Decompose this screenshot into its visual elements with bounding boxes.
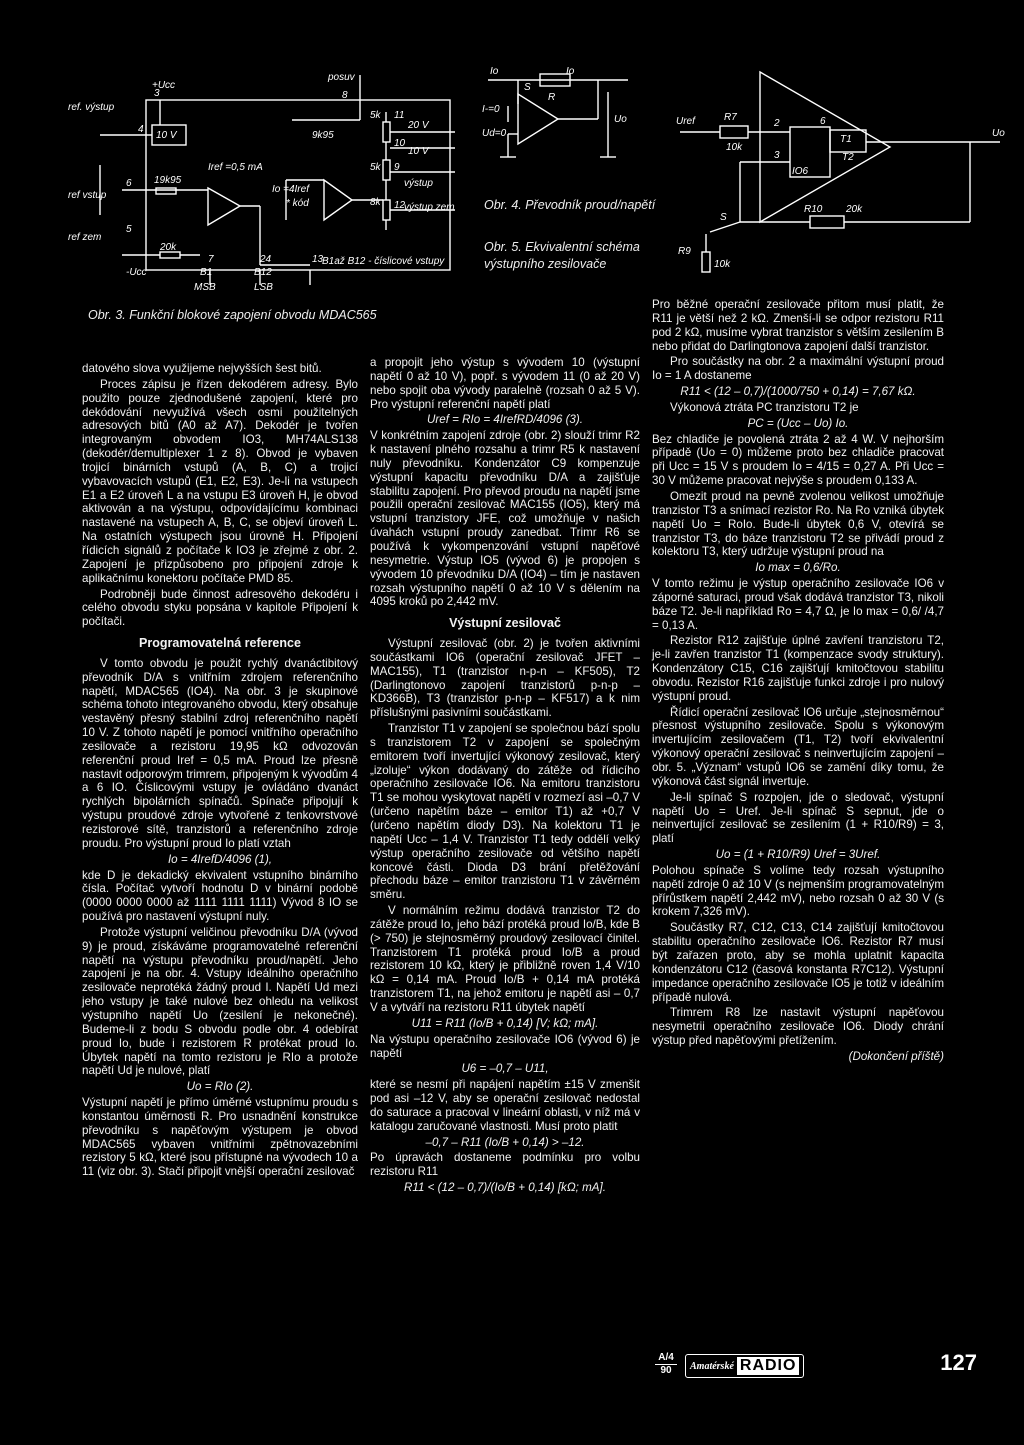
paragraph: Řídicí operační zesilovač IO6 určuje „stejnosměrnou“ přesnost výstupního zesilovače. Spolu s výkonovým invertujícím zesilovačem (T1, T2) tvoří ekvivalentní výkonový operační zesilovač s neinvertujícím zapojení – obr. 5. „Význam“ vstupů IO6 se zamění díky tomu, že výkonová část signál invertuje. — [652, 705, 944, 788]
paragraph: Proces zápisu je řízen dekodérem adresy. Bylo použito pouze zjednodušené zapojení, které pro dekódování nevyužívá všech osmi použitelných adresových bitů (A0 až A7). Dekodér je tvořen integrovaným obvodem IO3, MH74ALS138 (dekodér/demultiplexer 1 z 8). Obvod je vybaven trojicí binárních vstupů (A, B, C) a trojicí vybavovacích vstupů (E1, E2, E3). Je-li na vstupech E1 a E2 úroveň L a na vstupu E3 úroveň H, je obvod aktivován a na výstupu, odpovídajícímu kombinaci nastavené na vstupech A, B, C, se objeví úroveň L. Na ostatních výstupech jsou úrovně H. Připojení řídicích signálů z počítače k IO3 je zřejmé z obr. 2. Zapojení je přizpůsobeno pro připojení zdroje k aplikačnímu konektoru počítače PMD 85. — [82, 377, 358, 585]
fig3-label-digital-inputs: B1až B12 - číslicové vstupy — [322, 256, 445, 267]
fig3-pin: 7 — [208, 254, 214, 265]
fig4-label-io-right: Io — [566, 66, 575, 77]
fig5-label-t2: T2 — [842, 152, 854, 163]
fig4-label-ud-zero: Ud=0 — [482, 128, 507, 139]
equation-r11: R11 < (12 – 0,7)/(1000/750 + 0,14) = 7,67 kΩ. — [680, 385, 916, 399]
fig3-label-posuv: posuv — [328, 72, 355, 83]
paragraph: Podrobněji bude činnost adresového dekodéru i celého obvodu styku popsána v kapitole Připojení k počítači. — [82, 587, 358, 629]
fig3-label-vystup-zem: výstup zem — [404, 202, 455, 213]
section-heading: Výstupní zesilovač — [449, 616, 561, 631]
equation-5: U6 = –0,7 – U11, — [461, 1062, 549, 1076]
fig3-label-kod: * kód — [286, 198, 309, 209]
fig4-label-s: S — [524, 82, 531, 93]
paragraph: Výstupní napětí je přímo úměrné vstupnímu proudu s konstantou úměrnosti R. Pro usnadnění konstrukce převodníku s napěťovým výstupem je obvod MDAC565 vybaven vnitřními zpětnovazebními rezistory 5 kΩ, které jsou přístupné na vývodech 10 a 11 (viz obr. 3). Stačí připojit vnější operační zesilovač — [82, 1096, 358, 1179]
fig3-pin: 4 — [138, 124, 144, 135]
equation-6: –0,7 – R11 (Io/B + 0,14) > –12. — [425, 1135, 585, 1149]
paragraph: které se nesmí při napájení napětím ±15 V zmenšit pod asi –12 V, aby se operační zesilovač nedostal do saturace a pracoval v lineární oblasti, v níž má v katalogu zaručované vlastnosti. Musí proto platit — [370, 1078, 640, 1133]
fig4-label-r: R — [548, 92, 556, 103]
fig5-label-uref: Uref — [676, 116, 695, 127]
equation-pc: PC = (Ucc – Uo) Io. — [747, 416, 849, 430]
text-column-1 — [82, 362, 358, 1181]
equation-3: Uref = RIo = 4IrefRD/4096 (3). — [427, 413, 583, 427]
paragraph: Výkonová ztráta PC tranzistoru T2 je — [670, 400, 859, 414]
fig5-label-io6: IO6 — [792, 166, 809, 177]
fig3-pin: 10 — [394, 138, 406, 149]
text-column-2 — [370, 356, 640, 1197]
fig3-label-io: Io =4Iref — [272, 184, 309, 195]
paragraph: Po úpravách dostaneme podmínku pro volbu rezistoru R11 — [370, 1151, 640, 1179]
fig5-label-uo: Uo — [992, 128, 1005, 139]
text-column-3 — [652, 298, 944, 1066]
fig3-label-10v: 10 V — [156, 130, 177, 141]
figure-5-caption-line1: Obr. 5. Ekvivalentní schéma — [484, 240, 640, 254]
fig3-label-ref-vystup: ref. výstup — [68, 102, 115, 113]
logo-main: RADIO — [737, 1357, 800, 1375]
paragraph: datového slova využijeme nejvyšších šest bitů. — [82, 362, 322, 375]
paragraph: kde D je dekadický ekvivalent vstupního binárního čísla. Počítač vytvoří hodnotu D v binární podobě (0000 0000 0000 až 1111 1111 1111) Vývod 8 IO se používá pro nastavení výstupní nuly. — [82, 868, 358, 924]
page-footer — [655, 1350, 985, 1390]
equation-1: Io = 4IrefD/4096 (1), — [167, 852, 273, 866]
figure-5 — [670, 62, 1010, 277]
fig3-pin: 13 — [312, 254, 324, 265]
fig3-label-vcc: +Ucc — [152, 80, 176, 91]
figure-4 — [478, 62, 638, 172]
fig3-pin: 5 — [126, 224, 132, 235]
figure-3 — [60, 70, 460, 300]
fig3-label-ref-vstup: ref vstup — [68, 190, 107, 201]
paragraph: Trimrem R8 lze nastavit výstupní napěťovou nesymetrii operačního zesilovače IO6. Diody chrání výstup před napěťovými přetížením. — [652, 1006, 944, 1048]
figure-4-schematic — [478, 62, 638, 172]
fig3-label-5k-a: 5k — [370, 110, 381, 121]
fig5-pin: 3 — [774, 150, 780, 161]
fig5-label-r7: R7 — [724, 112, 737, 123]
paragraph: Pro součástky na obr. 2 a maximální výstupní proud Io = 1 A dostaneme — [652, 355, 944, 383]
paragraph: V konkrétním zapojení zdroje (obr. 2) slouží trimr R2 k nastavení plného rozsahu a trimr R5 k nastavení nuly převodníku. Kondenzátor C9 kompenzuje výstupní kapacitu převodníku D/A a zajišťuje stabilitu zapojení. Pro převod proudu na napětí jsme použili operační zesilovač MAC155 (IO5), který má vstupní tranzistory JFE, což umožňuje v našich úvahách vstupní proudy zanedbat. Trimr R6 se používá k vykompenzování vstupní napěťové nesymetrie. Výstup IO5 (vývod 6) je propojen s vývodem 10 převodníku D/A (IO4) – tím je nastaven rozsah výstupního napětí 0 až 10 V s dělením na 4095 kroků po 2,442 mV. — [370, 429, 640, 609]
fig3-label-vystup: výstup — [404, 178, 433, 189]
fig5-label-r7-value: 10k — [726, 142, 743, 153]
fig3-label-10v-b: 10 V — [408, 146, 429, 157]
paragraph: Součástky R7, C12, C13, C14 zajišťují kmitočtovou stabilitu operačního zesilovače IO6. Rezistor R7 musí být zařazen proto, aby se mohla uplatnit kapacita kondenzátoru C12 (časová konstanta R7C12). Výstupní impedance operačního zesilovače IO5 je totiž v ideálním případě nulová. — [652, 921, 944, 1004]
fig3-pin: 3 — [154, 88, 160, 99]
issue-number — [655, 1352, 677, 1377]
paragraph: Omezit proud na pevně zvolenou velikost umožňuje tranzistor T3 a snímací rezistor Ro. Na Ro vzniká úbytek napětí Uo = RoIo. Bude-li úbytek 0,6 V, otevírá se tranzistor T3, do báze tranzistoru T2 se přivádí proud z kolektoru T3, který udržuje výstupní proud na — [652, 489, 944, 559]
magazine-logo — [685, 1354, 804, 1378]
figure-3-caption: Obr. 3. Funkční blokové zapojení obvodu MDAC565 — [88, 308, 377, 322]
page-number: 127 — [940, 1350, 977, 1375]
issue-month: A/4 — [655, 1352, 677, 1365]
fig3-label-5k-b: 5k — [370, 162, 381, 173]
issue-year: 90 — [660, 1365, 672, 1376]
fig4-label-uo: Uo — [614, 114, 627, 125]
fig3-label-19k95: 19k95 — [154, 175, 182, 186]
fig4-label-i-zero: I-=0 — [482, 104, 500, 115]
fig3-pin: 8 — [342, 90, 348, 101]
fig3-pin: 9 — [394, 162, 400, 173]
fig5-label-r10-value: 20k — [846, 204, 863, 215]
fig3-label-20v: 20 V — [408, 120, 429, 131]
paragraph: Na výstupu operačního zesilovače IO6 (vývod 6) je napětí — [370, 1032, 640, 1060]
equation-7: R11 < (12 – 0,7)/(Io/B + 0,14) [kΩ; mA]. — [404, 1181, 606, 1195]
figure-3-schematic — [60, 70, 460, 300]
paragraph: Výstupní zesilovač (obr. 2) je tvořen aktivními součástkami IO6 (operační zesilovač JFET – MAC155), T1 (tranzistor n-p-n – KF505), T2 (Darlingtonovo zapojení tranzistorů p-n-p – KD366B), T3 (tranzistor p-n-p – KF517) a k nim příslušnými pasivními součástkami. — [370, 637, 640, 720]
equation-uo: Uo = (1 + R10/R9) Uref = 3Uref. — [715, 848, 881, 862]
fig3-label-20k: 20k — [160, 242, 177, 253]
fig3-pin: 11 — [394, 110, 405, 121]
paragraph: Tranzistor T1 v zapojení se společnou bází spolu s tranzistorem T2 v zapojení se společným emitorem tvoří invertující výkonový zesilovač, který „izoluje“ výkon dodávaný do zátěže od řídicího operačního zesilovače IO6. Na emitoru tranzistoru T1 se mohou vyskytovat napětí v rozmezí asi –0,7 V (určeno napětím báze – emitor T1) až +0,7 V (určeno napětím diody D3). Na kolektoru T1 je napětí Ucc – 1,4 V. Tranzistor T1 tedy oddělí velký výstup operačního zesilovače od většího napětí koncové části. Dioda D3 brání přetěžování přechodu báze – emitor tranzistoru T1 v závěrném směru. — [370, 722, 640, 902]
fig5-pin: 6 — [820, 116, 826, 127]
paragraph: Bez chladiče je povolená ztráta 2 až 4 W. V nejhorším případě (Uo = 0) můžeme proto bez chladiče pracovat při Ucc = 15 V s proudem Io = 4/15 = 0,27 A. Při Ucc = 30 V můžeme pracovat nejvýše s proudem 0,133 A. — [652, 432, 944, 488]
continuation-note: (Dokončení příště) — [848, 1049, 944, 1063]
figure-4-caption: Obr. 4. Převodník proud/napětí — [484, 198, 656, 212]
paragraph: Protože výstupní veličinou převodníku D/A (vývod 9) je proud, získáváme programovatelné referenční napětí na výstupu převodníku proud/napětí. Jeho zapojení je na obr. 4. Vstupy ideálního operačního zesilovače neprotéká žádný proud I. Napětí Ud mezi jeho vstupy je také nulové bez ohledu na velikost výstupního napětí Uo (zesilení je nekonečné). Budeme-li z bodu S obvodu podle obr. 4 odebírat proud Io, bude i rezistorem R protékat proud Io. Úbytek napětí na tomto rezistoru je RIo a protože napětí Ud je nulové, platí — [82, 925, 358, 1078]
fig3-label-b1: B1 — [200, 267, 213, 278]
paragraph: Je-li spínač S rozpojen, jde o sledovač, výstupní napětí Uo = Uref. Je-li spínač S sepnut, jde o neinvertující zesilovač se zesílením (1 + R10/R9) = 3, platí — [652, 790, 944, 846]
paragraph: Pro běžné operační zesilovače přitom musí platit, že R11 je větší než 2 kΩ. Zmenší-li se odpor rezistoru R11 pod 2 kΩ, musíme vybrat tranzistor s větším zesilením B nebo přidat do Darlingtonova zapojení další tranzistor. — [652, 298, 944, 353]
equation-2: Uo = RIo (2). — [186, 1080, 254, 1094]
figure-5-caption-line2: výstupního zesilovače — [484, 257, 607, 271]
fig5-label-s: S — [720, 212, 727, 223]
paragraph: V tomto obvodu je použit rychlý dvanáctibitový převodník D/A s vnitřním zdrojem referenčního napětí, MDAC565 (IO4). Na obr. 3 je skupinové schéma tohoto integrovaného obvodu, který obsahuje vestavěný přesný stabilní zdroj referenčního napětí 10 V. Z tohoto napětí je pomocí vnitřního operačního zesilovače a rezistoru 19,95 kΩ odvozován referenční proud Iref = 0,5 mA. Proud lze přesně nastavit odporovým trimrem, připojeným k vývodům 4 a 6 IO. Číslicovými vstupy je ovládáno dvanáct rychlých bipolárních spínačů. Spínače připojují k výstupu proudové zdroje vytvořené z tenkovrstvové rezistorové sítě, tranzistorů a referenčního zdroje proudu. Pro výstupní proud Io platí vztah — [82, 656, 358, 850]
logo-prefix: Amatérské — [690, 1360, 734, 1372]
fig3-label-msb: MSB — [194, 282, 216, 293]
paragraph: Rezistor R12 zajišťuje úplné zavření tranzistoru T2, je-li zavřen tranzistor T1 (kompenzace svody struktury). Kondenzátory C15, C16 zajišťují kmitočtovou stabilitu obvodu. Rezistor R16 zajišťuje funkci zdroje i pro nulový výstupní proud. — [652, 634, 944, 703]
fig3-pin: 24 — [260, 254, 272, 265]
equation-4: U11 = R11 (Io/B + 0,14) [V; kΩ; mA]. — [411, 1016, 599, 1030]
figure-5-schematic — [670, 62, 1010, 277]
fig5-label-r9-value: 10k — [714, 259, 731, 270]
fig3-label-minus-vcc: -Ucc — [126, 267, 147, 278]
fig3-label-ref-zem: ref zem — [68, 232, 102, 243]
fig5-pin: 2 — [774, 118, 780, 129]
fig5-label-r10: R10 — [804, 204, 823, 215]
fig3-label-iref: Iref =0,5 mA — [208, 162, 263, 173]
section-heading: Programovatelná reference — [139, 636, 301, 651]
equation-io-max: Io max = 0,6/Ro. — [755, 561, 841, 575]
fig5-label-r9: R9 — [678, 246, 691, 257]
paragraph: Polohou spínače S volíme tedy rozsah výstupního napětí zdroje 0 až 10 V (s nejmenším programovatelným přírůstkem napětí 2,442 mV), nebo rozsah 0 až 30 V (s krokem 7,326 mV). — [652, 863, 944, 919]
fig3-label-b12: B12 — [254, 267, 272, 278]
fig3-label-8k: 8k — [370, 197, 381, 208]
paragraph: V normálním režimu dodává tranzistor T2 do zátěže proud Io, jeho bází protéká proud Io/B, kde B (> 750) je stejnosměrný proudový zesilovací činitel. Tranzistorem T1 protéká proud Io/B a proud rezistorem 10 kΩ, který je přibližně roven 1,4 V/10 kΩ = 0,14 mA. Proud Io/B + 0,14 mA protéká tranzistorem T1, na jehož emitoru je napětí asi – 0,7 V a vytváří na rezistoru R11 úbytek napětí — [370, 904, 640, 1014]
fig3-pin: 12 — [394, 200, 406, 211]
fig3-pin: 6 — [126, 178, 132, 189]
fig4-label-io-left: Io — [490, 66, 499, 77]
paragraph: a propojit jeho výstup s vývodem 10 (výstupní napětí 0 až 10 V), popř. s vývodem 11 (0 až 20 V) nebo spojit oba vývody paralelně (rozsah 0 až 5 V). Pro výstupní referenční napětí platí — [370, 356, 640, 411]
fig3-label-9k95: 9k95 — [312, 130, 334, 141]
paragraph: V tomto režimu je výstup operačního zesilovače IO6 v záporné saturaci, proud však dodává tranzistor T3, nikoli báze T2. Je-li například Ro = 4,7 Ω, je Io max = 0,6/ /4,7 = 0,13 A. — [652, 577, 944, 632]
fig3-label-lsb: LSB — [254, 282, 273, 293]
fig5-label-t1: T1 — [840, 134, 852, 145]
